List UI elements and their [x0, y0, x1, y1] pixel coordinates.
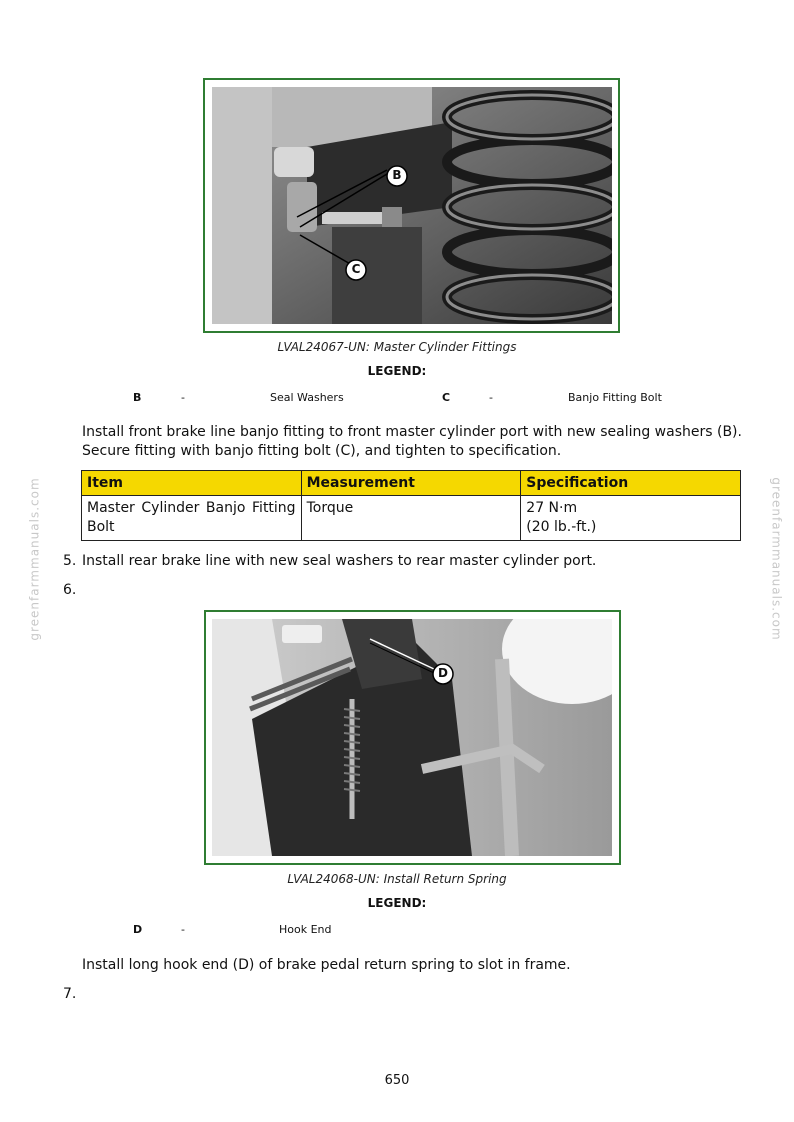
- watermark-right: greenfarmmanuals.com: [769, 477, 784, 641]
- callout-b: B: [392, 168, 402, 182]
- table-row: [82, 496, 741, 541]
- page-number: 650: [384, 1073, 410, 1088]
- watermark-left: greenfarmmanuals.com: [27, 477, 42, 641]
- figure-2-legend-title: LEGEND:: [367, 896, 427, 910]
- header-specification: Specification: [521, 471, 741, 496]
- figure-1-caption: LVAL24067-UN: Master Cylinder Fittings: [277, 340, 517, 354]
- legend-key-b: B: [133, 391, 142, 404]
- step-7-number: 7.: [63, 986, 77, 1002]
- legend-label-c: Banjo Fitting Bolt: [568, 391, 662, 404]
- step-6-number: 6.: [63, 582, 77, 598]
- cell-item: Master Cylinder Banjo Fitting Bolt: [82, 496, 302, 541]
- legend-key-d: D: [133, 923, 143, 936]
- legend-dash-d: -: [181, 923, 185, 936]
- legend-label-b: Seal Washers: [270, 391, 344, 404]
- legend-label-d: Hook End: [279, 923, 332, 936]
- legend-dash-b: -: [181, 391, 185, 404]
- master-cylinder-photo: [212, 87, 612, 324]
- header-item: Item: [82, 471, 302, 496]
- step-5-text: Install rear brake line with new seal washers to rear master cylinder port.: [82, 553, 597, 569]
- instruction-paragraph-2: Install long hook end (D) of brake pedal return spring to slot in frame.: [82, 957, 571, 973]
- figure-1-legend-title: LEGEND:: [367, 364, 427, 378]
- table-header-row: [82, 471, 741, 496]
- callout-c: C: [351, 262, 361, 276]
- legend-key-c: C: [442, 391, 451, 404]
- return-spring-photo: [212, 619, 612, 856]
- cell-specification: [521, 496, 741, 541]
- spec-metric: 27 N·m: [526, 500, 578, 516]
- header-measurement: Measurement: [301, 471, 521, 496]
- instruction-paragraph-1: Install front brake line banjo fitting to front master cylinder port with new sealing washers (B). Secure fitting with banjo fitting bolt (C), and tighten to specification.: [82, 424, 742, 459]
- legend-dash-c: -: [489, 391, 493, 404]
- callout-d: D: [438, 666, 448, 680]
- figure-2-caption: LVAL24068-UN: Install Return Spring: [287, 872, 507, 886]
- spec-imperial: (20 lb.-ft.): [526, 519, 597, 535]
- cell-measurement: Torque: [301, 496, 521, 541]
- specification-table: [81, 470, 741, 541]
- step-5-number: 5.: [63, 553, 77, 569]
